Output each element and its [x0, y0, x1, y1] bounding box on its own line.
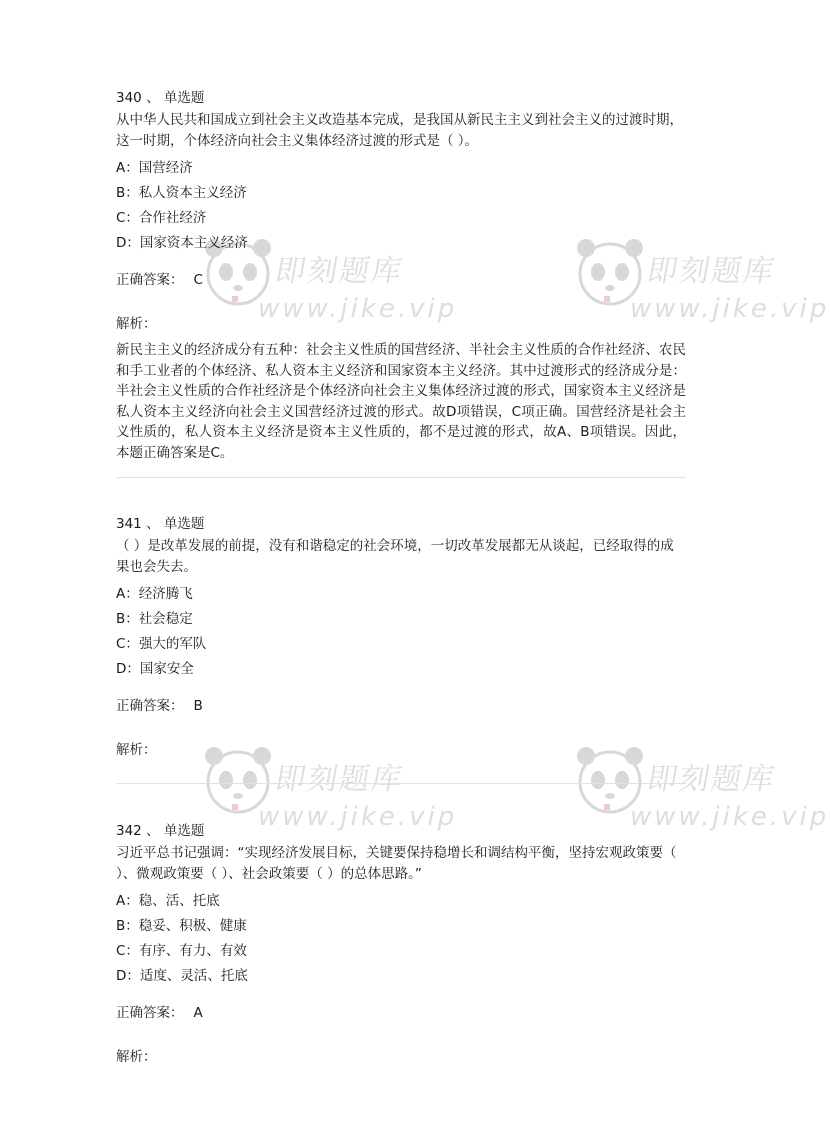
- watermark-url: www.jike.vip: [258, 294, 458, 324]
- question-header: [116, 514, 686, 534]
- watermark-brand: 即刻题库: [272, 762, 407, 797]
- question-stem: 习近平总书记强调：“实现经济发展目标，关键要保持稳增长和调结构平衡，坚持宏观政策要（ ）、微观政策要（ ）、社会政策要（ ）的总体思路。”: [116, 845, 677, 882]
- option-letter: D：: [116, 661, 140, 677]
- watermark-brand: 即刻题库: [644, 254, 779, 289]
- option-letter: A：: [116, 586, 139, 602]
- answer-label: 正确答案：: [116, 1005, 184, 1021]
- option-letter: C：: [116, 210, 139, 226]
- option-letter: B：: [116, 185, 139, 201]
- correct-answer: [116, 270, 686, 290]
- option-text: 经济腾飞: [138, 586, 193, 602]
- answer-label: 正确答案：: [116, 698, 184, 714]
- question-number: 341: [116, 516, 142, 532]
- question-stem: （ ）是改革发展的前提，没有和谐稳定的社会环境，一切改革发展都无从谈起，已经取得的成果也会失去。: [116, 538, 674, 575]
- option-list: [116, 891, 686, 991]
- option-text: 合作社经济: [138, 210, 207, 226]
- question-header: [116, 821, 686, 841]
- watermark-url: www.jike.vip: [258, 802, 458, 832]
- option-a: [116, 158, 686, 183]
- watermark-url: www.jike.vip: [630, 294, 830, 324]
- question-separator: 、: [146, 90, 160, 106]
- question-type: 单选题: [163, 823, 205, 839]
- question-type: 单选题: [163, 90, 205, 106]
- question-stem: 从中华人民共和国成立到社会主义改造基本完成，是我国从新民主主义到社会主义的过渡时期，这一时期，个体经济向社会主义集体经济过渡的形式是（ ）。: [116, 112, 683, 149]
- option-list: [116, 584, 686, 684]
- answer-label: 正确答案：: [116, 272, 184, 288]
- question-separator: 、: [146, 516, 160, 532]
- option-a: [116, 891, 686, 916]
- option-text: 国家安全: [139, 661, 194, 677]
- analysis-label: 解析：: [116, 742, 157, 758]
- option-text: 强大的军队: [138, 636, 207, 652]
- watermark-url: www.jike.vip: [630, 802, 830, 832]
- option-letter: D：: [116, 235, 140, 251]
- option-text: 适度、灵活、托底: [139, 968, 248, 984]
- option-d: [116, 966, 686, 991]
- question-type: 单选题: [163, 516, 205, 532]
- option-text: 国家资本主义经济: [139, 235, 248, 251]
- analysis-text: 新民主主义的经济成分有五种：社会主义性质的国营经济、半社会主义性质的合作社经济、农民和手工业者的个体经济、私人资本主义经济和国家资本主义经济。其中过渡形式的经济成分是：半社会主义性质的合作社经济是个体经济向社会主义集体经济过渡的形式，国家资本主义经济是私人资本主义经济向社会主义国营经济过渡的形式。故D项错误，C项正确。国营经济是社会主义性质的，私人资本主义经济是资本主义性质的，都不是过渡的形式，故A、B项错误。因此，本题正确答案是C。: [116, 342, 686, 461]
- option-text: 私人资本主义经济: [138, 185, 247, 201]
- answer-value: C: [193, 272, 203, 288]
- option-text: 社会稳定: [138, 611, 193, 627]
- option-letter: C：: [116, 636, 139, 652]
- option-letter: A：: [116, 160, 139, 176]
- option-b: [116, 916, 686, 941]
- watermark-brand: 即刻题库: [644, 762, 779, 797]
- answer-value: A: [193, 1005, 203, 1021]
- option-c: [116, 941, 686, 966]
- analysis-label: 解析：: [116, 316, 157, 332]
- option-letter: B：: [116, 918, 139, 934]
- option-a: [116, 584, 686, 609]
- question-block: [116, 514, 686, 760]
- option-c: [116, 208, 686, 233]
- question-block: [116, 821, 686, 1067]
- option-d: [116, 659, 686, 684]
- option-c: [116, 634, 686, 659]
- option-letter: A：: [116, 893, 139, 909]
- correct-answer: [116, 1003, 686, 1023]
- option-text: 有序、有力、有效: [138, 943, 247, 959]
- question-number: 342: [116, 823, 142, 839]
- option-letter: B：: [116, 611, 139, 627]
- option-b: [116, 609, 686, 634]
- option-text: 稳妥、积极、健康: [138, 918, 247, 934]
- option-d: [116, 233, 686, 258]
- divider: [116, 783, 686, 784]
- option-text: 稳、活、托底: [138, 893, 220, 909]
- option-b: [116, 183, 686, 208]
- option-letter: D：: [116, 968, 140, 984]
- question-block: [116, 88, 686, 463]
- option-letter: C：: [116, 943, 139, 959]
- watermark-brand: 即刻题库: [272, 254, 407, 289]
- divider: [116, 477, 686, 478]
- answer-value: B: [193, 698, 203, 714]
- question-number: 340: [116, 90, 142, 106]
- analysis-label: 解析：: [116, 1049, 157, 1065]
- option-text: 国营经济: [138, 160, 193, 176]
- option-list: [116, 158, 686, 258]
- question-separator: 、: [146, 823, 160, 839]
- question-header: [116, 88, 686, 108]
- correct-answer: [116, 696, 686, 716]
